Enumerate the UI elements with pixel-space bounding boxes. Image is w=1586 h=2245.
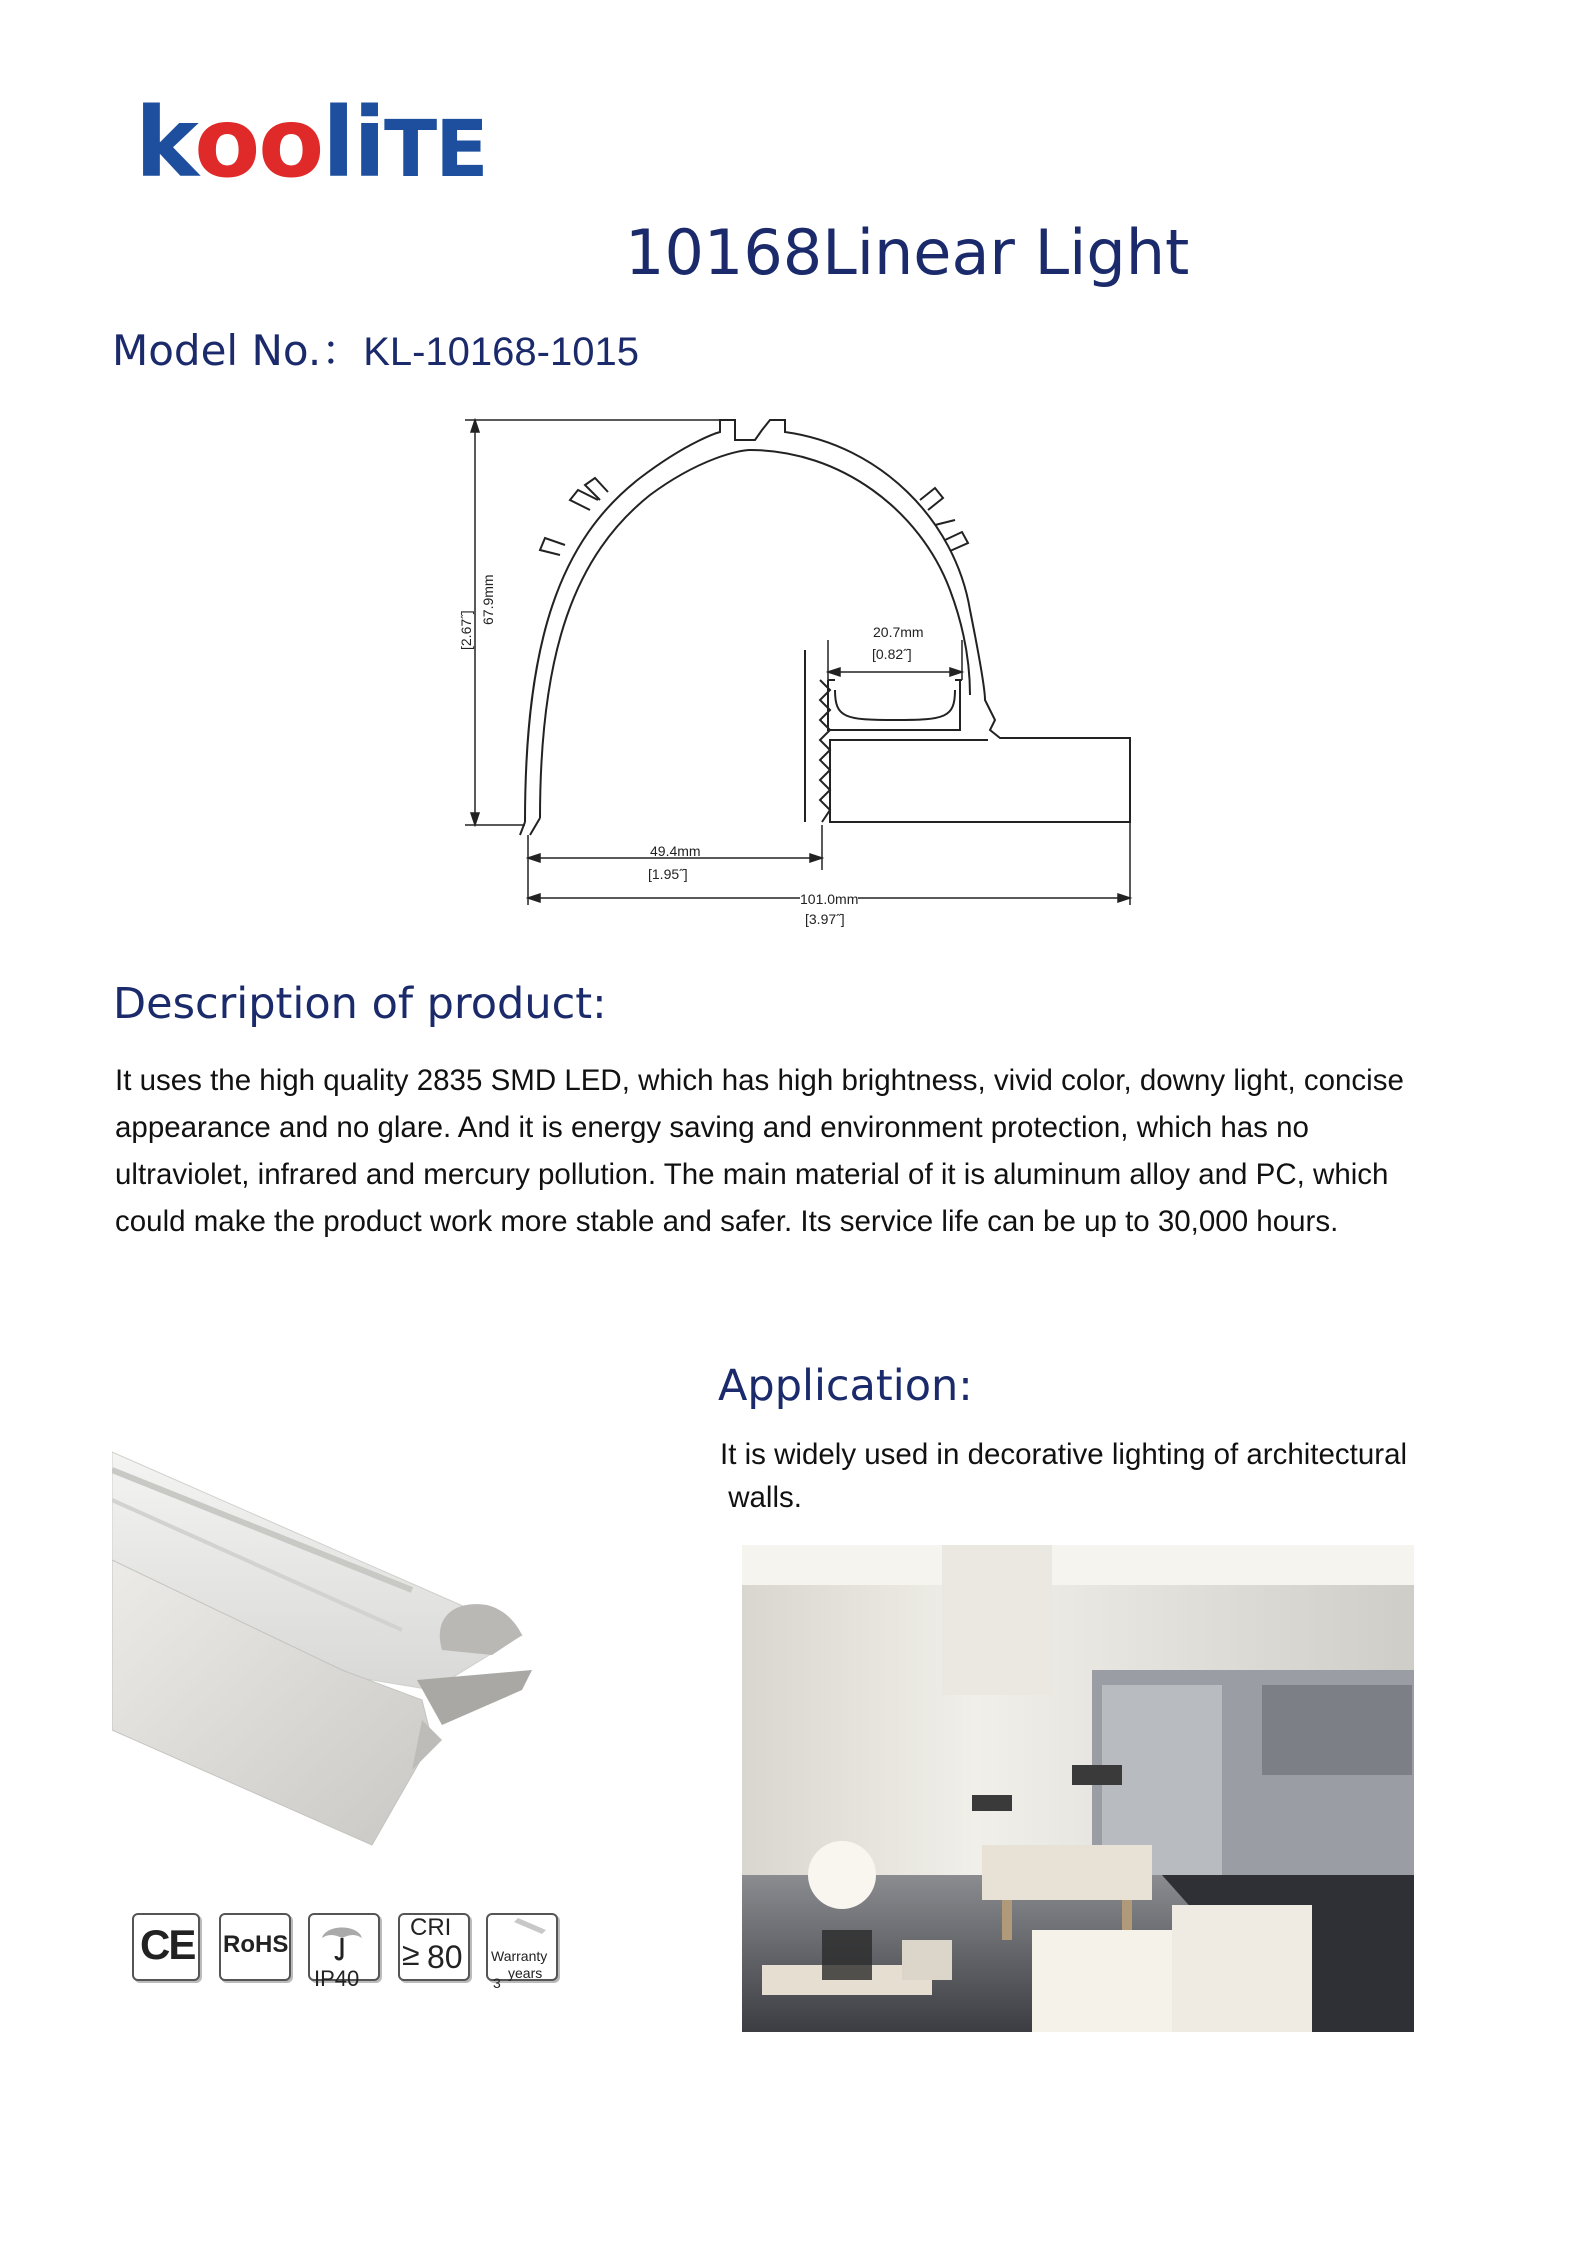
description-line: could make the product work more stable and safer. Its service life can be up to 30,000 hours. [115,1205,1339,1238]
description-body [115,1057,1535,1245]
logo-oo: oo [194,87,323,199]
warranty-label: Warranty [491,1948,548,1964]
logo-k: k [135,87,195,199]
description-heading: Description of product: [113,979,607,1029]
dim-bottom-left-in: [1.95˝] [648,866,688,882]
cri-value: 80 [427,1939,463,1975]
dim-bottom-left-mm: 49.4mm [650,843,701,859]
model-value: KL-10168-1015 [363,330,639,374]
application-body [720,1433,1540,1519]
dim-height-in: [2.67˝] [458,610,474,650]
brand-logo [135,87,487,199]
ce-label: CE [140,1921,195,1968]
warranty-tag-icon [512,1918,548,1938]
product-photo [112,1440,607,1860]
logo-te: TE [383,105,487,195]
model-label: Model No.： [112,326,364,375]
page-title: 10168Linear Light [625,216,1190,289]
cri-label: CRI [410,1914,452,1941]
rohs-label: RoHS [223,1931,289,1958]
application-line: walls. [720,1481,802,1514]
dim-total-mm: 101.0mm [800,891,859,907]
warranty-years: years [508,1965,543,1981]
description-line: appearance and no glare. And it is energy saving and environment protection, which has no [115,1111,1309,1144]
application-heading: Application: [718,1361,973,1411]
umbrella-icon [318,1918,366,1964]
profile-drawing [440,405,1160,945]
warranty-number: 3 [493,1975,501,1991]
dim-top-in: [0.82˝] [872,646,912,662]
dim-height-mm: 67.9mm [480,574,496,625]
description-line: ultraviolet, infrared and mercury pollution. The main material of it is aluminum alloy and PC, which [115,1158,1389,1191]
model-number [112,326,639,375]
dim-total-in: [3.97˝] [805,911,845,927]
description-line: It uses the high quality 2835 SMD LED, which has high brightness, vivid color, downy light, concise [115,1064,1404,1097]
application-line: It is widely used in decorative lighting of architectural [720,1438,1408,1471]
application-room-photo [742,1545,1414,2032]
logo-li: li [322,87,384,199]
dim-top-mm: 20.7mm [873,624,924,640]
ip-label: IP40 [314,1966,360,1991]
cri-symbol: ≥ [402,1936,420,1972]
